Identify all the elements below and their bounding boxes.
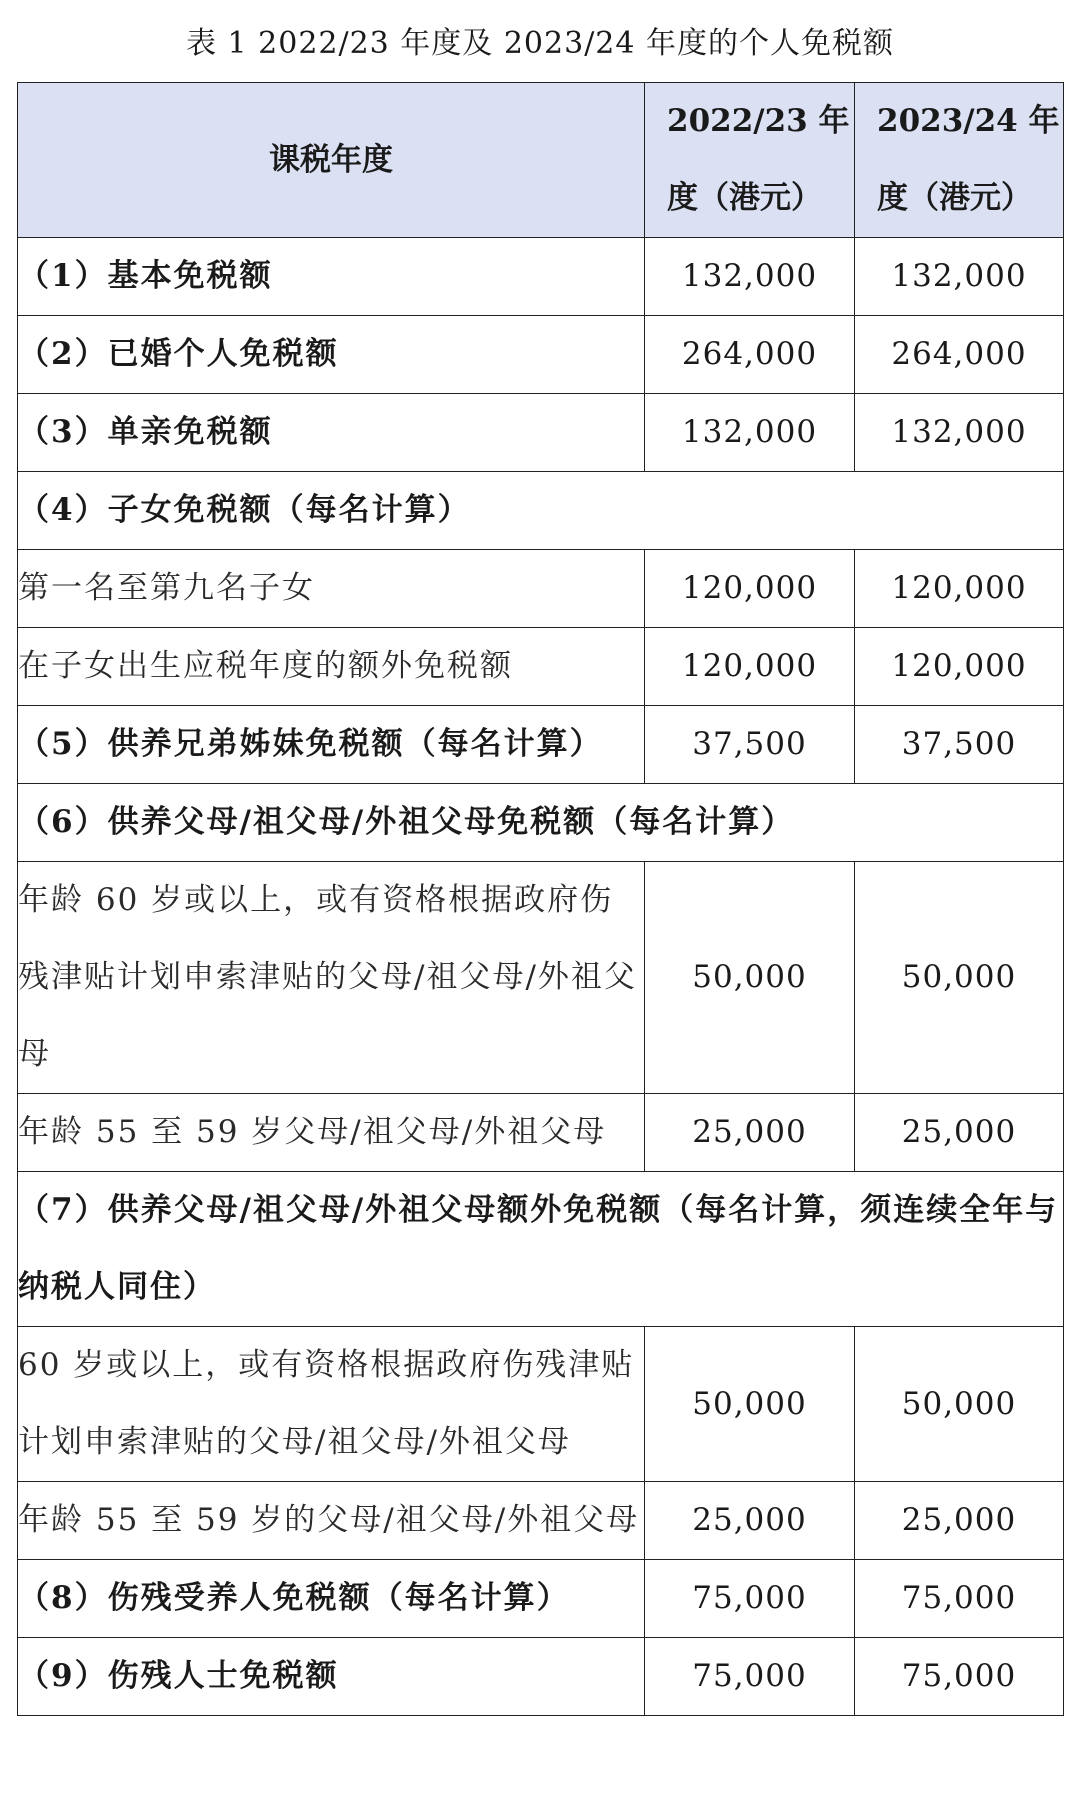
section-label: （6）供养父母/祖父母/外祖父母免税额（每名计算） <box>18 784 1064 862</box>
value-2022-23: 132,000 <box>645 238 855 316</box>
row-label: （1）基本免税额 <box>18 238 645 316</box>
value-2022-23: 50,000 <box>645 862 855 1094</box>
value-2022-23: 120,000 <box>645 628 855 706</box>
row-label: （2）已婚个人免税额 <box>18 316 645 394</box>
table-caption: 表 1 2022/23 年度及 2023/24 年度的个人免税额 <box>185 26 895 61</box>
value-2022-23: 50,000 <box>645 1327 855 1482</box>
value-2023-24: 75,000 <box>855 1638 1064 1716</box>
header-tax-year: 课税年度 <box>18 83 645 238</box>
table-row <box>18 706 1064 784</box>
row-label: 年龄 55 至 59 岁父母/祖父母/外祖父母 <box>18 1094 645 1172</box>
row-label: 在子女出生应税年度的额外免税额 <box>18 628 645 706</box>
value-2022-23: 75,000 <box>645 1638 855 1716</box>
table-row <box>18 862 1064 1094</box>
value-2023-24: 37,500 <box>855 706 1064 784</box>
value-2023-24: 132,000 <box>855 238 1064 316</box>
value-2023-24: 120,000 <box>855 550 1064 628</box>
header-2023-24: 2023/24 年度（港元） <box>855 83 1064 238</box>
row-label: （3）单亲免税额 <box>18 394 645 472</box>
value-2023-24: 25,000 <box>855 1482 1064 1560</box>
table-row <box>18 550 1064 628</box>
value-2023-24: 75,000 <box>855 1560 1064 1638</box>
table-row <box>18 394 1064 472</box>
value-2022-23: 132,000 <box>645 394 855 472</box>
value-2023-24: 132,000 <box>855 394 1064 472</box>
table-row <box>18 238 1064 316</box>
row-label: （8）伤残受养人免税额（每名计算） <box>18 1560 645 1638</box>
value-2022-23: 264,000 <box>645 316 855 394</box>
section-row <box>18 472 1064 550</box>
section-label: （4）子女免税额（每名计算） <box>18 472 1064 550</box>
table-row <box>18 1482 1064 1560</box>
header-2022-23: 2022/23 年度（港元） <box>645 83 855 238</box>
row-label: 60 岁或以上，或有资格根据政府伤残津贴计划申索津贴的父母/祖父母/外祖父母 <box>18 1327 645 1482</box>
value-2022-23: 25,000 <box>645 1482 855 1560</box>
row-label: （9）伤残人士免税额 <box>18 1638 645 1716</box>
table-header-row <box>18 83 1064 238</box>
row-label: 第一名至第九名子女 <box>18 550 645 628</box>
value-2022-23: 37,500 <box>645 706 855 784</box>
row-label: 年龄 60 岁或以上，或有资格根据政府伤残津贴计划申索津贴的父母/祖父母/外祖父母 <box>18 862 645 1094</box>
value-2023-24: 25,000 <box>855 1094 1064 1172</box>
row-label: （5）供养兄弟姊妹免税额（每名计算） <box>18 706 645 784</box>
value-2023-24: 50,000 <box>855 1327 1064 1482</box>
table-row <box>18 1560 1064 1638</box>
section-row <box>18 1172 1064 1327</box>
table-row <box>18 1638 1064 1716</box>
value-2022-23: 25,000 <box>645 1094 855 1172</box>
value-2022-23: 120,000 <box>645 550 855 628</box>
allowance-table <box>17 82 1064 1716</box>
value-2023-24: 264,000 <box>855 316 1064 394</box>
value-2023-24: 120,000 <box>855 628 1064 706</box>
section-label: （7）供养父母/祖父母/外祖父母额外免税额（每名计算，须连续全年与纳税人同住） <box>18 1172 1064 1327</box>
table-row <box>18 1094 1064 1172</box>
value-2022-23: 75,000 <box>645 1560 855 1638</box>
table-row <box>18 628 1064 706</box>
row-label: 年龄 55 至 59 岁的父母/祖父母/外祖父母 <box>18 1482 645 1560</box>
table-row <box>18 1327 1064 1482</box>
section-row <box>18 784 1064 862</box>
table-row <box>18 316 1064 394</box>
value-2023-24: 50,000 <box>855 862 1064 1094</box>
